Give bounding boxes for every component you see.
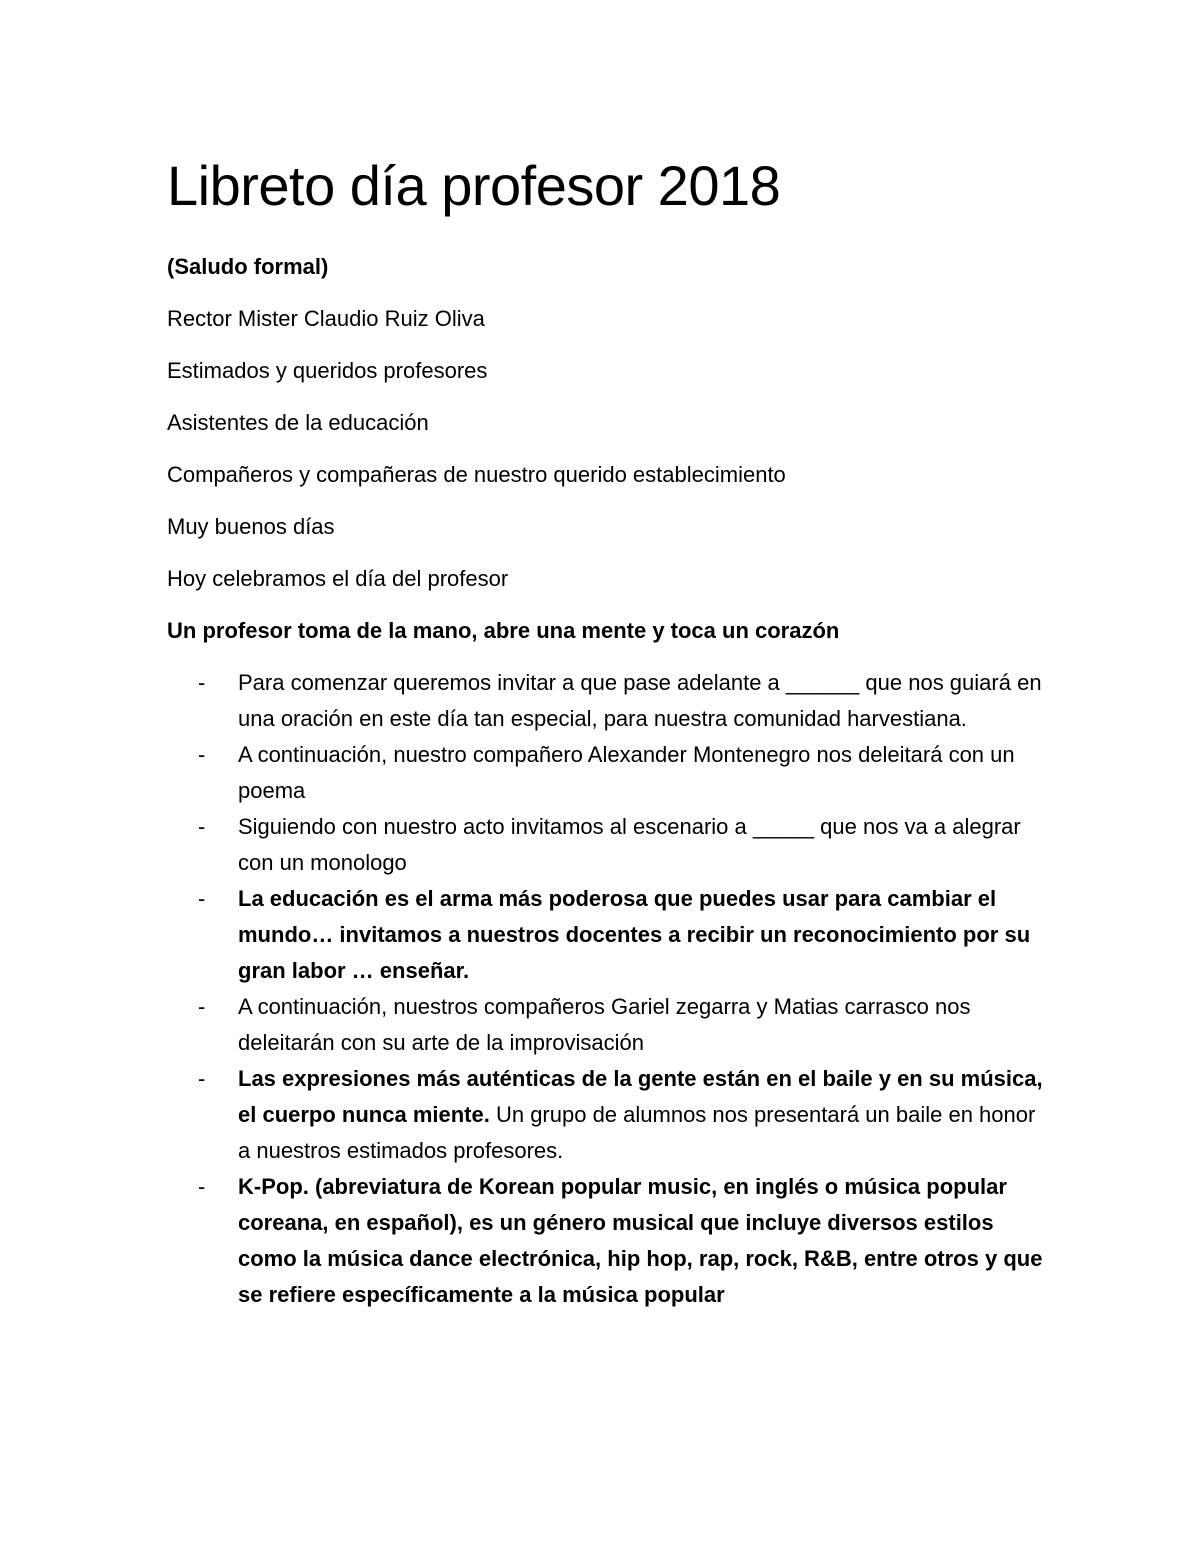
item-bold-text: K-Pop. (abreviatura de Korean popular music, en inglés o música popular coreana, en español), es un género musical que incluye diversos estilos como la música dance electrónica, hip hop, rap, rock, R&B, entre otros y que se refiere específicamente a la música popular bbox=[238, 1174, 1043, 1307]
program-list bbox=[198, 665, 1048, 1313]
bullet-dash: - bbox=[198, 1066, 206, 1091]
item-bold-text: Las expresiones más auténticas de la gente están en el baile y en su música, el cuerpo nunca miente. bbox=[238, 1066, 1043, 1127]
list-item bbox=[198, 1169, 1048, 1313]
bullet-dash: - bbox=[198, 886, 206, 911]
item-text: Para comenzar queremos invitar a que pase adelante a ______ que nos guiará en una oración en este día tan especial, para nuestra comunidad harvestiana. bbox=[238, 670, 1042, 731]
quote-line: Un profesor toma de la mano, abre una mente y toca un corazón bbox=[167, 618, 840, 643]
item-bold-text: La educación es el arma más poderosa que puedes usar para cambiar el mundo… invitamos a nuestros docentes a recibir un reconocimiento por su gran labor … enseñar. bbox=[238, 886, 1031, 983]
bullet-dash: - bbox=[198, 1174, 206, 1199]
document-title: Libreto día profesor 2018 bbox=[167, 154, 781, 217]
address-line: Compañeros y compañeras de nuestro querido establecimiento bbox=[167, 462, 786, 487]
bullet-dash: - bbox=[198, 994, 206, 1019]
list-item bbox=[198, 989, 1048, 1061]
list-item bbox=[198, 1061, 1048, 1169]
item-text: Siguiendo con nuestro acto invitamos al escenario a _____ que nos va a alegrar con un monologo bbox=[238, 814, 1021, 875]
bullet-dash: - bbox=[198, 670, 206, 695]
address-line: Muy buenos días bbox=[167, 514, 335, 539]
list-item bbox=[198, 809, 1048, 881]
bullet-dash: - bbox=[198, 742, 206, 767]
address-line: Hoy celebramos el día del profesor bbox=[167, 566, 509, 591]
bullet-dash: - bbox=[198, 814, 206, 839]
address-line: Estimados y queridos profesores bbox=[167, 358, 488, 383]
item-text: A continuación, nuestro compañero Alexander Montenegro nos deleitará con un poema bbox=[238, 742, 1015, 803]
address-line: Rector Mister Claudio Ruiz Oliva bbox=[167, 306, 485, 331]
address-line: Asistentes de la educación bbox=[167, 410, 429, 435]
greeting-heading: (Saludo formal) bbox=[167, 254, 329, 279]
item-text: Un grupo de alumnos nos presentará un baile en honor a nuestros estimados profesores. bbox=[238, 1102, 1036, 1163]
item-text: A continuación, nuestros compañeros Gariel zegarra y Matias carrasco nos deleitarán con su arte de la improvisación bbox=[238, 994, 971, 1055]
list-item bbox=[198, 737, 1048, 809]
list-item bbox=[198, 881, 1048, 989]
list-item bbox=[198, 665, 1048, 737]
